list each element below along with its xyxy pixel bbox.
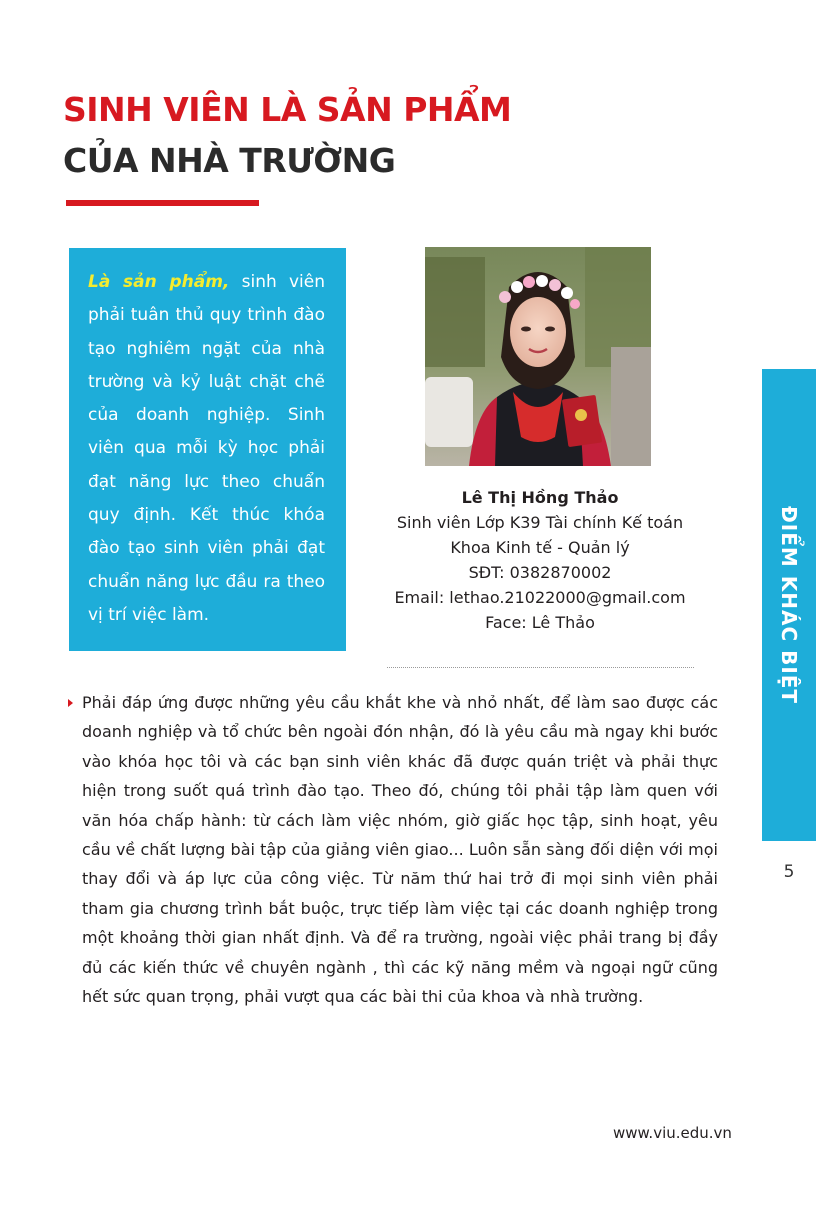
page-number: 5 [783,862,795,882]
title-underline [66,200,259,206]
quote-text: sinh viên phải tuân thủ quy trình đào tạo nghiêm ngặt của nhà trường và kỷ luật chặt chẽ của doanh nghiệp. Sinh viên qua mỗi kỳ học phải đạt năng lực theo chuẩn quy định. Kết thúc khóa đào tạo sinh viên phải đạt chuẩn năng lực đầu ra theo vị trí việc làm. [88,272,325,625]
website-link[interactable]: www.viu.edu.vn [613,1124,732,1142]
student-name: Lê Thị Hồng Thảo [461,488,619,507]
student-class: Sinh viên Lớp K39 Tài chính Kế toán [396,513,684,532]
quote-box [69,248,346,651]
student-phone: SĐT: 0382870002 [468,563,612,582]
title-line-2: CỦA NHÀ TRƯỜNG [63,141,396,180]
side-tab-label-wrap [762,369,816,841]
student-email: Email: lethao.21022000@gmail.com [394,588,686,607]
student-face: Face: Lê Thảo [485,613,595,632]
student-portrait-image [425,247,651,466]
bullet-arrow-icon [68,699,73,707]
side-tab-label: ĐIỂM KHÁC BIỆT [777,505,801,705]
dotted-divider [387,667,694,668]
title-line-1: SINH VIÊN LÀ SẢN PHẨM [63,90,512,129]
student-profile [375,485,705,635]
student-faculty: Khoa Kinh tế - Quản lý [450,538,630,557]
student-photo [425,247,651,466]
quote-lead: Là sản phẩm, [88,272,230,292]
body-paragraph: Phải đáp ứng được những yêu cầu khắt khe và nhỏ nhất, để làm sao được các doanh nghiệp và tổ chức bên ngoài đón nhận, đó là yêu cầu mà ngay khi bước vào khóa học tôi và các bạn sinh viên khác đã được quán triệt và phải thực hiện trong suốt quá trình đào tạo. Theo đó, chúng tôi phải tập làm quen với văn hóa chấp hành: từ cách làm việc nhóm, giờ giấc học tập, sinh hoạt, yêu cầu về chất lượng bài tập của giảng viên giao... Luôn sẵn sàng đối diện với mọi thay đổi và áp lực của công việc. Từ năm thứ hai trở đi mọi sinh viên phải tham gia chương trình bắt buộc, trực tiếp làm việc tại các doanh nghiệp trong một khoảng thời gian nhất định. Và để ra trường, ngoài việc phải trang bị đầy đủ các kiến thức về chuyên ngành , thì các kỹ năng mềm và ngoại ngữ cũng hết sức quan trọng, phải vượt qua các bài thi của khoa và nhà trường. [82,693,718,1007]
